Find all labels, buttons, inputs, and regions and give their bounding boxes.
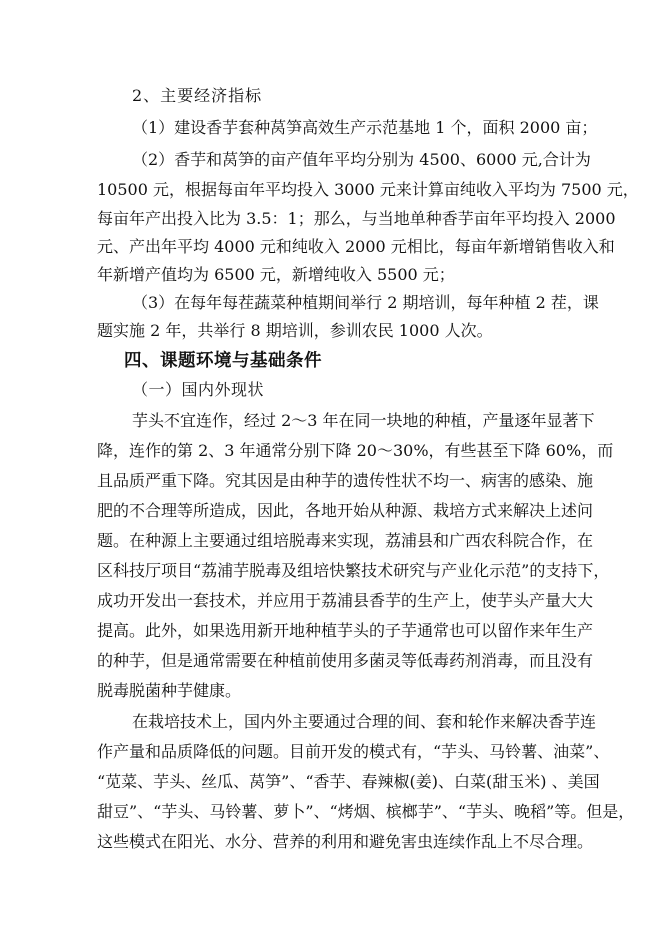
- indicator-2-line-5: 年新增产值均为 6500 元，新增纯收入 5500 元；: [97, 265, 455, 284]
- domestic-status-heading: （一）国内外现状: [132, 380, 265, 399]
- para-1-line-2: 降，连作的第 2、3 年通常分别下降 20～30%，有些甚至下降 60%，而: [97, 441, 614, 460]
- indicator-1-line: （1）建设香芋套种莴笋高效生产示范基地 1 个，面积 2000 亩；: [132, 118, 598, 137]
- indicator-2-line-1: （2）香芋和莴笋的亩产值年平均分别为 4500、6000 元,合计为: [132, 150, 591, 169]
- para-1-line-6: 区科技厅项目“荔浦芋脱毒及组培快繁技术研究与产业化示范”的支持下，: [97, 561, 610, 580]
- indicator-2-line-2: 10500 元，根据每亩年平均投入 3000 元来计算亩纯收入平均为 7500 元，: [97, 180, 639, 199]
- para-2-line-2: 作产量和品质降低的问题。目前开发的模式有，“芋头、马铃薯、油菜”、: [97, 742, 610, 761]
- para-2-line-1: 在栽培技术上，国内外主要通过合理的间、套和轮作来解决香芋连: [132, 712, 597, 731]
- para-1-line-7: 成功开发出一套技术，并应用于荔浦县香芋的生产上，使芋头产量大大: [97, 591, 594, 610]
- para-1-line-3: 且品质严重下降。究其因是由种芋的遗传性状不均一、病害的感染、施: [97, 471, 594, 490]
- para-2-line-3: “苋菜、芋头、丝瓜、莴笋”、“香芋、春辣椒(姜)、白菜(甜玉米) 、美国: [97, 772, 600, 791]
- para-2-line-4: 甜豆”、“芋头、马铃薯、萝卜”、“烤烟、槟榔芋”、“芋头、晚稻”等。但是，: [97, 802, 635, 821]
- section-four-heading: 四、课题环境与基础条件: [124, 351, 322, 371]
- economic-indicators-heading: 2、主要经济指标: [132, 86, 263, 105]
- para-1-line-8: 提高。此外，如果选用新开地种植芋头的子芋通常也可以留作来年生产: [97, 621, 594, 640]
- indicator-2-line-4: 元、产出年平均 4000 元和纯收入 2000 元相比，每亩年新增销售收入和: [97, 237, 615, 256]
- para-1-line-4: 肥的不合理等所造成，因此，各地开始从种源、栽培方式来解决上述问: [97, 501, 594, 520]
- para-1-line-1: 芋头不宜连作，经过 2～3 年在同一块地的种植，产量逐年显著下: [132, 411, 595, 430]
- indicator-3-line-2: 题实施 2 年，共举行 8 期培训，参训农民 1000 人次。: [97, 321, 493, 340]
- indicator-3-line-1: （3）在每年每茬蔬菜种植期间举行 2 期培训，每年种植 2 茬，课: [132, 293, 599, 312]
- para-1-line-10: 脱毒脱菌种芋健康。: [97, 681, 242, 700]
- para-1-line-9: 的种芋，但是通常需要在种植前使用多菌灵等低毒药剂消毒，而且没有: [97, 651, 594, 670]
- indicator-2-line-3: 每亩年产出投入比为 3.5：1；那么，与当地单种香芋亩年平均投入 2000: [97, 209, 616, 228]
- para-1-line-5: 题。在种源上主要通过组培脱毒来实现，荔浦县和广西农科院合作，在: [97, 531, 594, 550]
- para-2-line-5: 这些模式在阳光、水分、营养的利用和避免害虫连续作乱上不尽合理。: [97, 832, 594, 851]
